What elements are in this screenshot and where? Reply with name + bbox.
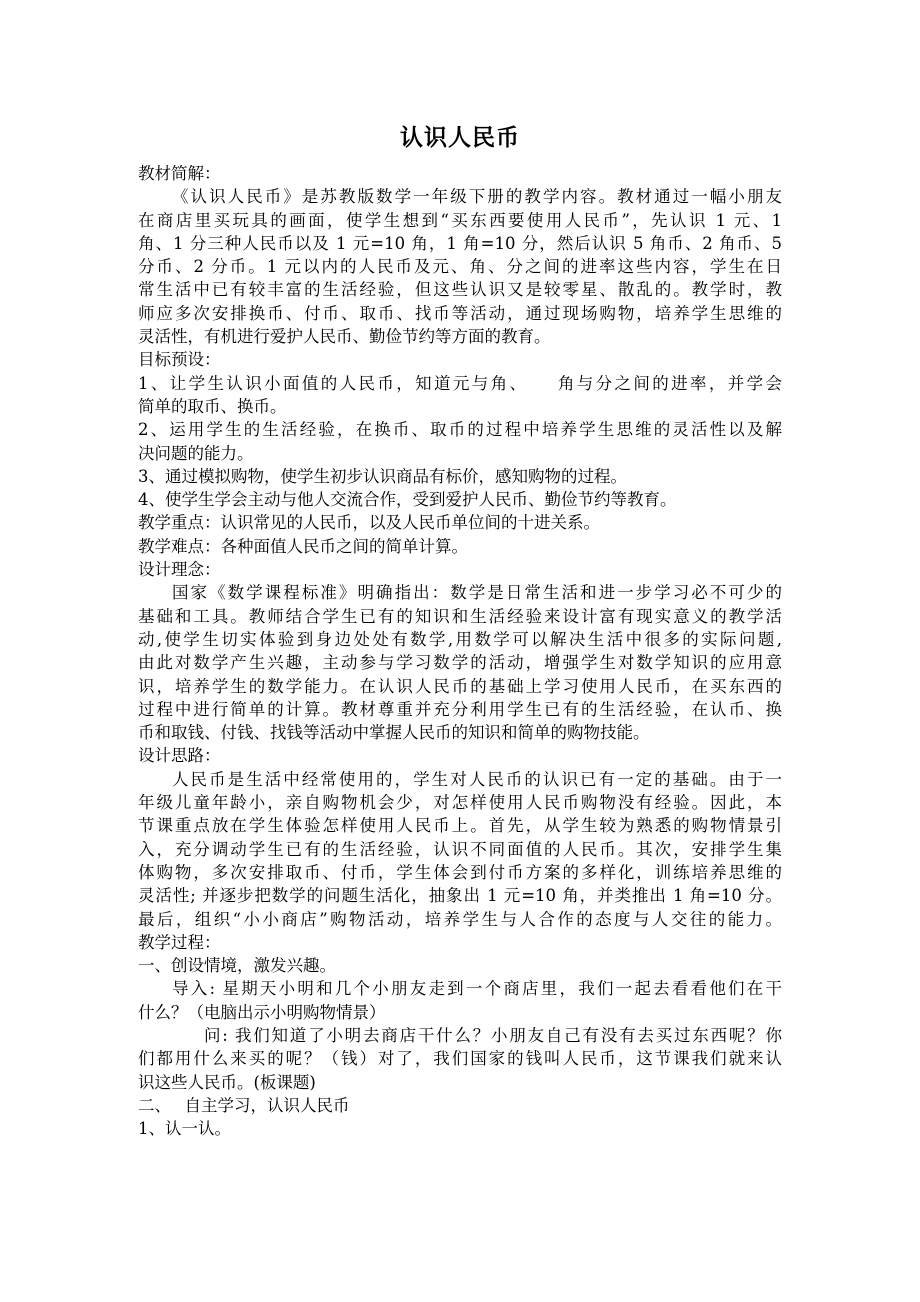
text-line: 过程中进行简单的计算。教材尊重并充分利用学生已有的生活经验，在认币、换: [138, 699, 782, 719]
text-line: 1、让学生认识小面值的人民币，知道元与角、 角与分之间的进率，并学会: [138, 373, 782, 393]
text-line: 教学重点：认识常见的人民币，以及人民币单位间的十进关系。: [138, 513, 600, 533]
text-line: 目标预设：: [138, 350, 221, 370]
text-line: 体购物，多次安排取币、付币，学生体会到付币方案的多样化，训练培养思维的: [138, 862, 782, 882]
text-line: 动,使学生切实体验到身边处处有数学,用数学可以解决生活中很多的实际问题,: [138, 629, 782, 649]
text-line: 设计思路：: [138, 746, 221, 766]
text-line: 人民币是生活中经常使用的，学生对人民币的认识已有一定的基础。由于一: [172, 769, 782, 789]
text-line: 国家《数学课程标准》明确指出：数学是日常生活和进一步学习必不可少的: [172, 583, 782, 603]
text-line: 年级儿童年龄小，亲自购物机会少，对怎样使用人民币购物没有经验。因此，本: [138, 793, 782, 813]
text-line: 简单的取币、换币。: [138, 396, 287, 416]
text-line: 币和取钱、付钱、找钱等活动中掌握人民币的知识和简单的购物技能。: [138, 723, 650, 743]
text-line: 什么？（电脑出示小明购物情景）: [138, 1002, 386, 1022]
text-line: 教学过程：: [138, 932, 221, 952]
text-line: 识这些人民币。(板课题): [138, 1072, 316, 1092]
text-line: 问: 我们知道了小明去商店干什么？小朋友自己有没有去买过东西呢？你: [204, 1025, 782, 1045]
text-line: 分币、2 分币。1 元以内的人民币及元、角、分之间的进率这些内容，学生在日: [138, 257, 782, 277]
text-line: 常生活中已有较丰富的生活经验，但这些认识又是较零星、散乱的。教学时，教: [138, 280, 782, 300]
document-title: 认识人民币: [400, 125, 520, 151]
text-line: 决问题的能力。: [138, 443, 254, 463]
text-line: 节课重点放在学生体验怎样使用人民币上。首先，从学生较为熟悉的购物情景引: [138, 816, 782, 836]
text-line: 由此对数学产生兴趣，主动参与学习数学的活动，增强学生对数学知识的应用意: [138, 653, 782, 673]
text-line: 教材简解：: [138, 164, 221, 183]
text-line: 师应多次安排换币、付币、取币、找币等活动，通过现场购物，培养学生思维的: [138, 303, 782, 323]
text-line: 们都用什么来买的呢？（钱）对了，我们国家的钱叫人民币，这节课我们就来认: [138, 1049, 782, 1069]
text-line: 《认识人民币》是苏教版数学一年级下册的教学内容。教材通过一幅小朋友: [172, 187, 782, 207]
text-line: 识，培养学生的数学能力。在认识人民币的基础上学习使用人民币，在买东西的: [138, 676, 782, 696]
text-line: 2、运用学生的生活经验，在换币、取币的过程中培养学生思维的灵活性以及解: [138, 420, 782, 440]
text-line: 灵活性; 并逐步把数学的问题生活化，抽象出 1 元=10 角，并类推出 1 角=10 分。: [138, 886, 782, 906]
text-line: 灵活性，有机进行爱护人民币、勤俭节约等方面的教育。: [138, 327, 551, 347]
text-line: 最后，组织“小小商店”购物活动，培养学生与人合作的态度与人交往的能力。: [138, 909, 782, 929]
text-line: 基础和工具。教师结合学生已有的知识和生活经验来设计富有现实意义的教学活: [138, 606, 782, 626]
text-line: 4、使学生学会主动与他人交流合作，受到爱护人民币、勤俭节约等教育。: [138, 490, 677, 510]
text-line: 1、认一认。: [138, 1119, 231, 1139]
text-line: 入，充分调动学生已有的生活经验，认识不同面值的人民币。其次，安排学生集: [138, 839, 782, 859]
text-line: 角、1 分三种人民币以及 1 元=10 角，1 角=10 分，然后认识 5 角币、2 角币、5: [138, 233, 782, 253]
text-line: 3、通过模拟购物，使学生初步认识商品有标价，感知购物的过程。: [138, 466, 627, 486]
text-line: 在商店里买玩具的画面，使学生想到“买东西要使用人民币”，先认识 1 元、1: [138, 210, 782, 230]
text-line: 教学难点：各种面值人民币之间的简单计算。: [138, 536, 468, 556]
text-line: 二、 自主学习，认识人民币: [138, 1095, 350, 1115]
text-line: 设计理念：: [138, 560, 221, 580]
text-line: 一、创设情境，激发兴趣。: [138, 956, 336, 976]
document-body: [138, 162, 782, 1140]
text-line: 导入: 星期天小明和几个小朋友走到一个商店里，我们一起去看看他们在干: [172, 979, 782, 999]
